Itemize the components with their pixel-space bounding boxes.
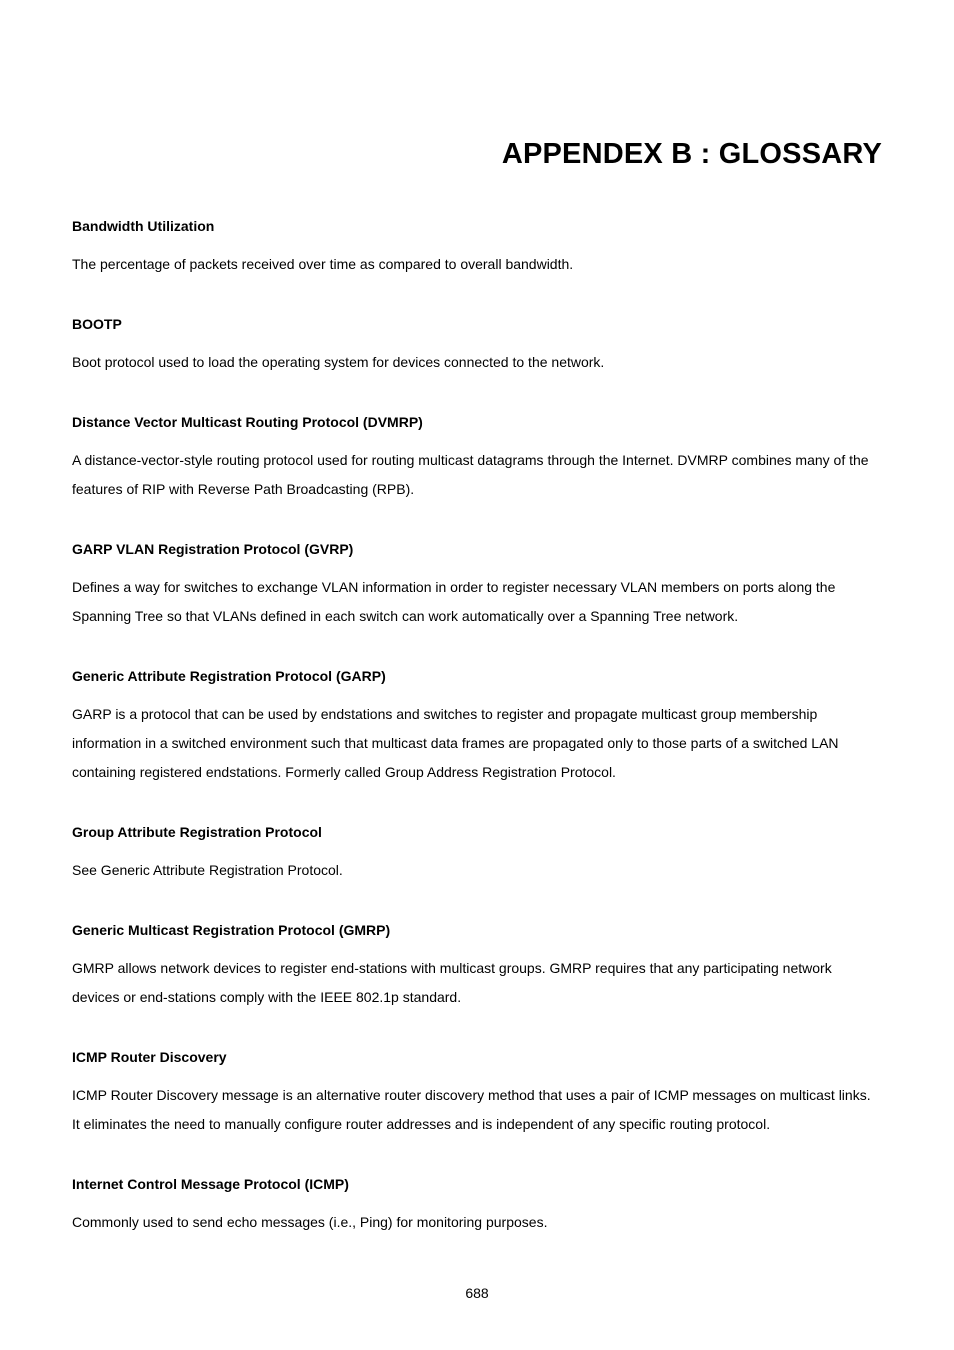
page-title: APPENDEX B : GLOSSARY: [501, 138, 882, 170]
glossary-entry: [72, 411, 882, 504]
glossary-term: Distance Vector Multicast Routing Protocol (DVMRP): [72, 414, 423, 430]
glossary-term: GARP VLAN Registration Protocol (GVRP): [72, 541, 354, 557]
glossary-definition: ICMP Router Discovery message is an alternative router discovery method that uses a pair of ICMP messages on multicast links. It eliminates the need to manually configure router addresses and is independent of any specific routing protocol.: [72, 1087, 871, 1132]
glossary-term: Generic Attribute Registration Protocol (GARP): [72, 668, 386, 684]
glossary-definition: Boot protocol used to load the operating system for devices connected to the network.: [72, 354, 605, 370]
glossary-entry: [72, 821, 882, 885]
glossary-entry: [72, 919, 882, 1012]
glossary-entry: [72, 538, 882, 631]
glossary-list: [72, 215, 882, 1271]
glossary-term: Internet Control Message Protocol (ICMP): [72, 1176, 349, 1192]
glossary-entry: [72, 1046, 882, 1139]
glossary-definition: The percentage of packets received over time as compared to overall bandwidth.: [72, 256, 574, 272]
glossary-definition: GMRP allows network devices to register end-stations with multicast groups. GMRP requires that any participating network devices or end-stations comply with the IEEE 802.1p standard.: [72, 960, 832, 1005]
glossary-definition: GARP is a protocol that can be used by endstations and switches to register and propagate multicast group membership information in a switched environment such that multicast data frames are propagated only to those parts of a switched LAN containing registered endstations. Formerly called Group Address Registration Protocol.: [72, 706, 839, 780]
glossary-entry: [72, 313, 882, 377]
glossary-term: Generic Multicast Registration Protocol (GMRP): [72, 922, 391, 938]
glossary-entry: [72, 665, 882, 787]
glossary-definition: See Generic Attribute Registration Protocol.: [72, 862, 343, 878]
glossary-term: BOOTP: [72, 316, 122, 332]
page-number: 688: [465, 1285, 489, 1301]
glossary-definition: Commonly used to send echo messages (i.e., Ping) for monitoring purposes.: [72, 1214, 548, 1230]
glossary-term: ICMP Router Discovery: [72, 1049, 227, 1065]
glossary-entry: [72, 215, 882, 279]
glossary-term: Bandwidth Utilization: [72, 218, 215, 234]
glossary-term: Group Attribute Registration Protocol: [72, 824, 322, 840]
glossary-definition: A distance-vector-style routing protocol used for routing multicast datagrams through the Internet. DVMRP combines many of the features of RIP with Reverse Path Broadcasting (RPB).: [72, 452, 869, 497]
glossary-definition: Defines a way for switches to exchange VLAN information in order to register necessary VLAN members on ports along the Spanning Tree so that VLANs defined in each switch can work automatically over a Spanning Tree network.: [72, 579, 836, 624]
glossary-entry: [72, 1173, 882, 1237]
